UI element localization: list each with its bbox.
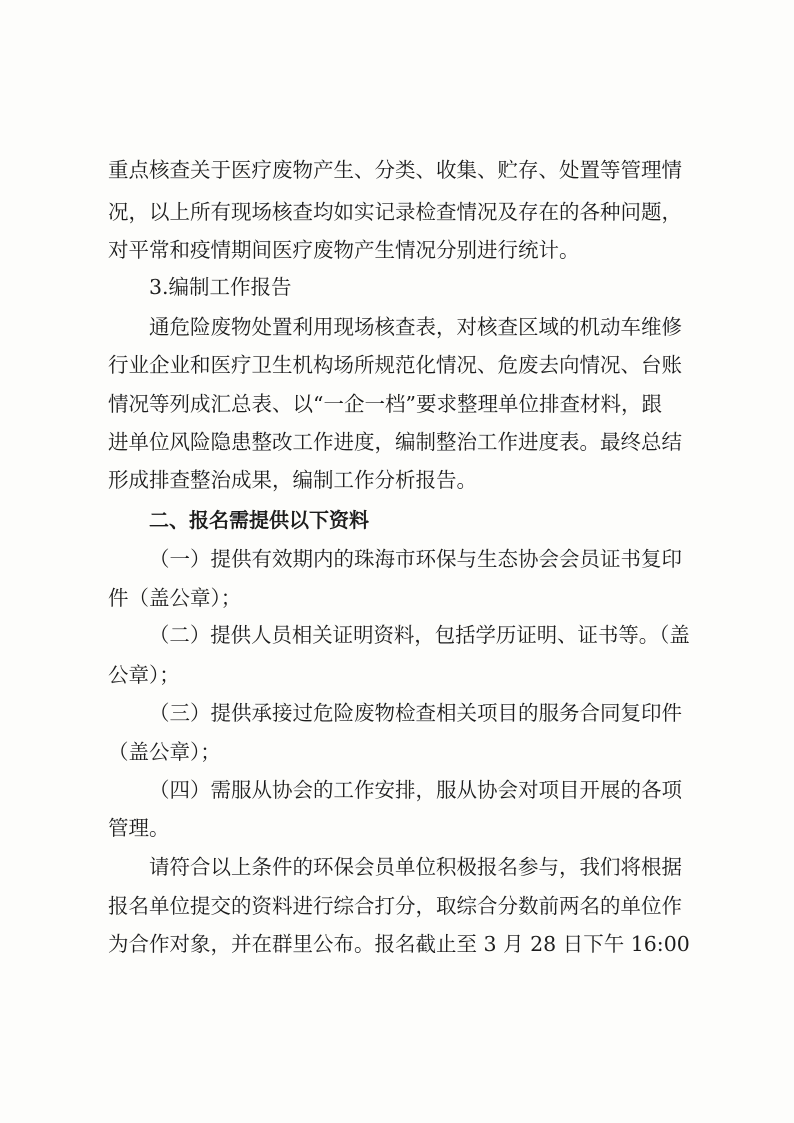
line-text: 公章）； <box>108 663 180 687</box>
line-text: （四）需服从协会的工作安排，服从协会对项目开展的各项 <box>149 778 682 802</box>
line-text: 为合作对象，并在群里公布。报名截止至 3 月 28 日下午 16:00 <box>108 932 690 956</box>
line-text: 对平常和疫情期间医疗废物产生情况分别进行统计。 <box>108 238 580 262</box>
line-text: 形成排查整治成果，编制工作分析报告。 <box>108 468 477 492</box>
line-text: 二、报名需提供以下资料 <box>149 508 369 532</box>
body-text-line <box>108 350 682 380</box>
line-text: （一）提供有效期内的珠海市环保与生态协会会员证书复印 <box>149 547 682 571</box>
line-text: 3.编制工作报告 <box>149 275 292 299</box>
body-text-line <box>108 660 180 690</box>
line-text: （三）提供承接过危险废物检查相关项目的服务合同复印件 <box>149 701 682 725</box>
line-text: 况，以上所有现场核查均如实记录检查情况及存在的各种问题， <box>108 200 682 224</box>
line-text: 情况等列成汇总表、以“一企一档”要求整理单位排查材料，跟 <box>108 392 662 416</box>
section-heading <box>149 505 369 535</box>
line-text: 进单位风险隐患整改工作进度，编制整治工作进度表。最终总结 <box>108 430 682 454</box>
body-text-line <box>108 891 682 921</box>
line-text: （二）提供人员相关证明资料，包括学历证明、证书等。（盖 <box>149 623 690 647</box>
body-text-line <box>149 544 682 574</box>
body-text-line <box>149 775 682 805</box>
line-text: 请符合以上条件的环保会员单位积极报名参与，我们将根据 <box>149 855 682 879</box>
body-text-line <box>108 155 688 185</box>
body-text-line <box>149 698 682 728</box>
line-text: 重点核查关于医疗废物产生、分类、收集、贮存、处置等管理情 <box>108 158 682 182</box>
body-text-line <box>108 427 682 457</box>
body-text-line <box>108 465 477 495</box>
body-text-line <box>108 235 580 265</box>
line-text: （盖公章）； <box>108 740 221 764</box>
body-text-line <box>149 312 682 342</box>
line-text: 件（盖公章）； <box>108 586 242 610</box>
body-text-line <box>108 737 221 767</box>
body-text-line <box>108 813 170 843</box>
section-subheading <box>149 272 292 302</box>
body-text-line <box>149 852 682 882</box>
body-text-line <box>108 197 688 227</box>
line-text: 管理。 <box>108 816 170 840</box>
line-text: 通危险废物处置利用现场核查表，对核查区域的机动车维修 <box>149 315 682 339</box>
body-text-line <box>108 929 690 959</box>
line-text: 报名单位提交的资料进行综合打分，取综合分数前两名的单位作 <box>108 894 682 918</box>
body-text-line <box>108 389 662 419</box>
body-text-line <box>149 620 690 650</box>
line-text: 行业企业和医疗卫生机构场所规范化情况、危废去向情况、台账 <box>108 353 682 377</box>
body-text-line <box>108 583 241 613</box>
